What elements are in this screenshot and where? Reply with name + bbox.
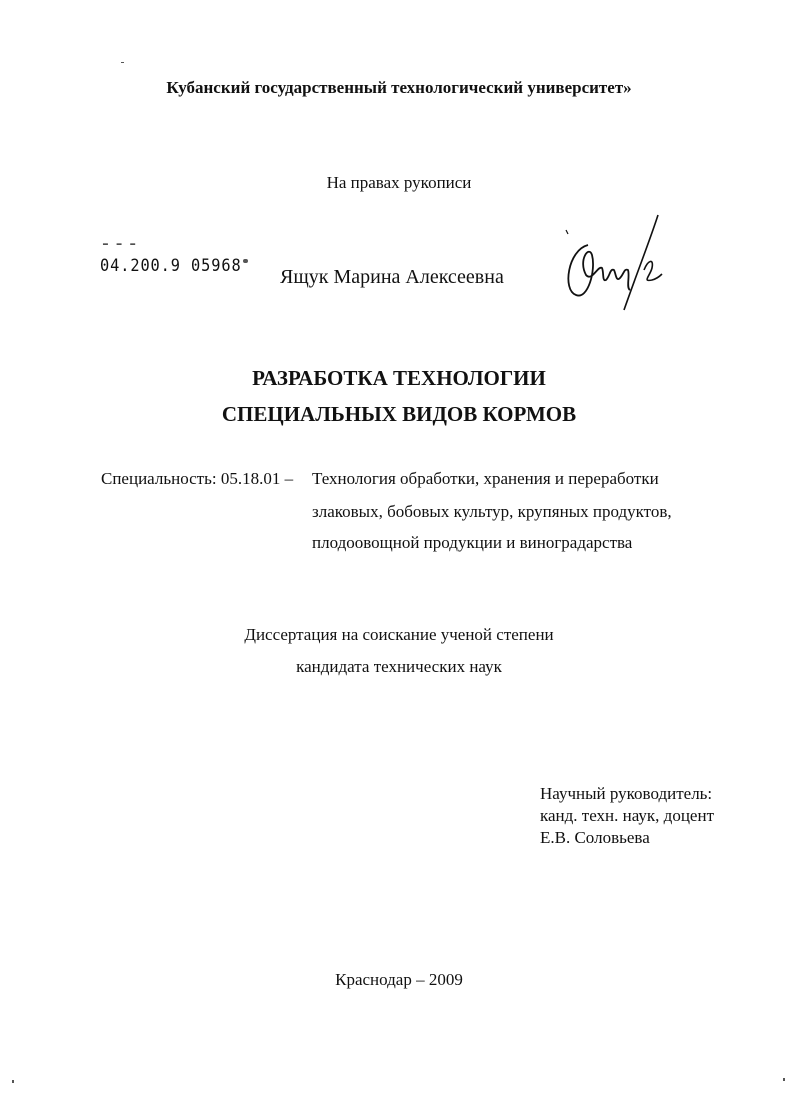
adviser-heading: Научный руководитель:: [540, 784, 713, 803]
specialty-line-3: плодоовощной продукции и виноградарства: [312, 533, 633, 552]
city-year: Краснодар – 2009: [335, 970, 463, 989]
scan-speck: [121, 62, 124, 63]
dissertation-title-line-2: СПЕЦИАЛЬНЫХ ВИДОВ КОРМОВ: [221, 402, 577, 426]
dissertation-title-line-1: РАЗРАБОТКА ТЕХНОЛОГИИ: [252, 366, 546, 390]
registration-stamp-number: 04.200.9 05968: [100, 256, 242, 276]
adviser-degree: канд. техн. наук, доцент: [540, 806, 715, 825]
stamp-dot: [243, 259, 248, 263]
adviser-name: Е.В. Соловьева: [540, 828, 650, 847]
author-signature: [558, 210, 668, 315]
specialty-label: Специальность: 05.18.01 –: [101, 469, 294, 488]
scan-speck: [12, 1080, 14, 1083]
scan-speck: [783, 1078, 785, 1081]
manuscript-rights-note: На правах рукописи: [326, 173, 472, 192]
specialty-line-1: Технология обработки, хранения и переработки: [312, 469, 659, 488]
stamp-marks: ▔ ▔ ▔: [103, 244, 138, 253]
university-name: Кубанский государственный технологический университет»: [166, 78, 632, 97]
author-name: Ящук Марина Алексеевна: [280, 266, 504, 288]
dissertation-degree-line-2: кандидата технических наук: [296, 657, 502, 676]
dissertation-degree-line-1: Диссертация на соискание ученой степени: [244, 625, 554, 644]
specialty-line-2: злаковых, бобовых культур, крупяных продуктов,: [312, 502, 672, 521]
